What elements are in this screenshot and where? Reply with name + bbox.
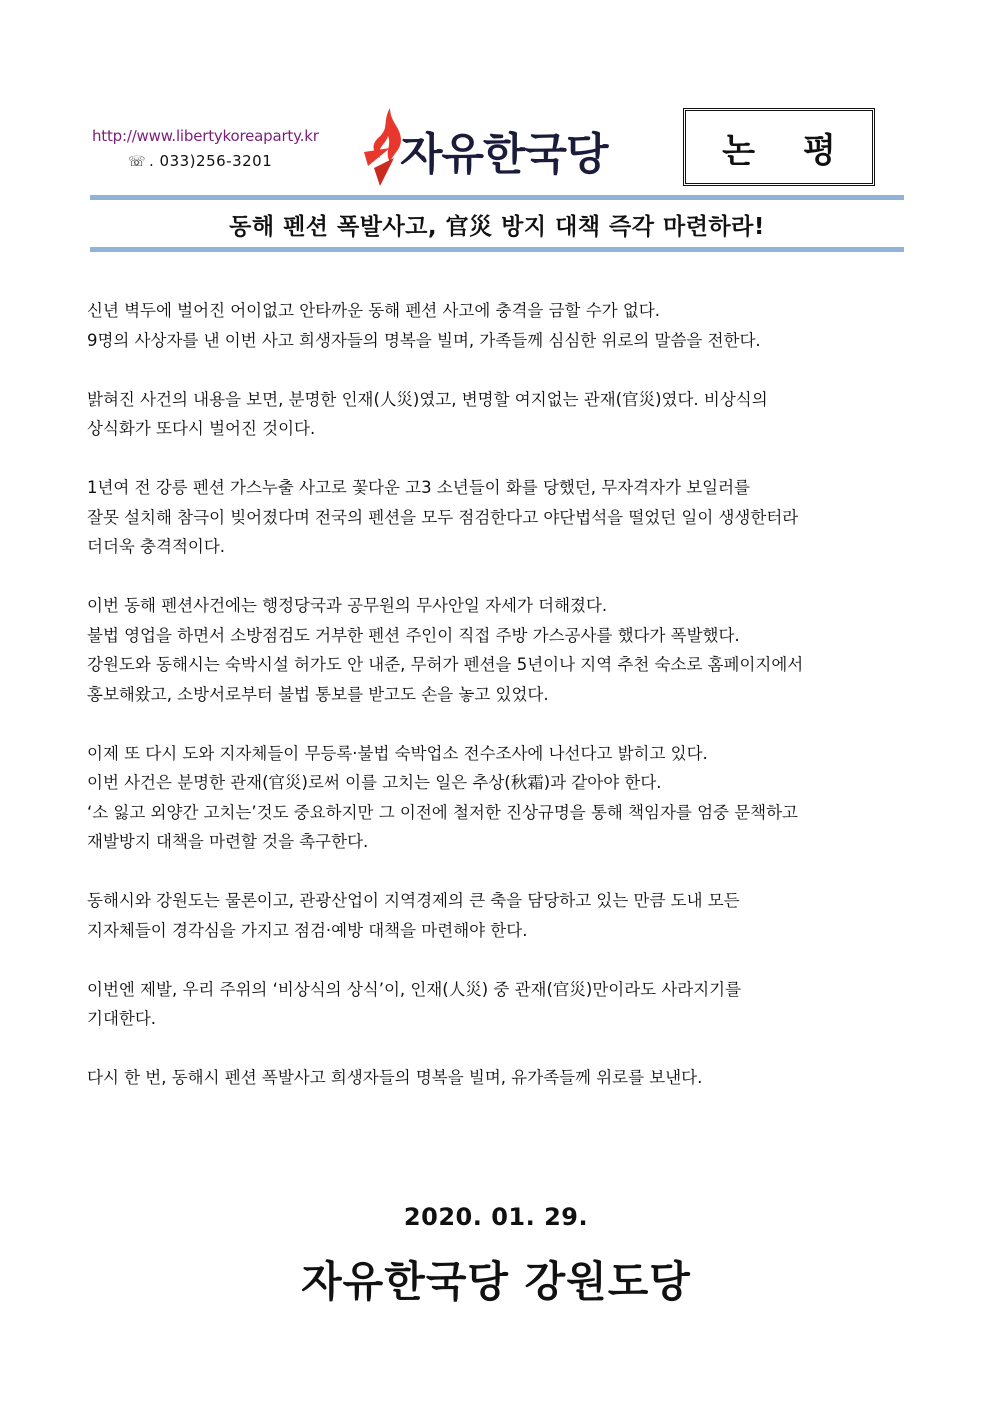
paragraph-line: 불법 영업을 하면서 소방점검도 거부한 펜션 주인이 직접 주방 가스공사를 했다가 폭발했다. [87, 625, 740, 645]
paragraph-line: 이번엔 제발, 우리 주위의 ‘비상식의 상식’이, 인재(人災) 중 관재(官災)만이라도 사라지기를 [87, 979, 742, 999]
party-logo [360, 108, 630, 190]
signature: 자유한국당 강원도당 [301, 1257, 691, 1306]
party-website-url: http://www.libertykoreaparty.kr [92, 127, 319, 145]
headline-top-rule [90, 195, 904, 200]
party-phone [128, 152, 272, 170]
paragraph-line: ‘소 잃고 외양간 고치는’것도 중요하지만 그 이전에 철저한 진상규명을 통해 책임자를 엄중 문책하고 [87, 802, 798, 822]
paragraph-line: 동해시와 강원도는 물론이고, 관광산업이 지역경제의 큰 축을 담당하고 있는 만큼 도내 모든 [87, 891, 740, 910]
statement-body [87, 296, 912, 1122]
paragraph-line: 이번 사건은 분명한 관재(官災)로써 이를 고치는 일은 추상(秋霜)과 같아야 한다. [87, 773, 662, 792]
paragraph-line: 재발방지 대책을 마련할 것을 촉구한다. [87, 832, 369, 851]
paragraph [87, 975, 912, 1034]
paragraph-line: 이번 동해 펜션사건에는 행정당국과 공무원의 무사안일 자세가 더해졌다. [87, 596, 608, 615]
paragraph-line: 홍보해왔고, 소방서로부터 불법 통보를 받고도 손을 놓고 있었다. [87, 684, 549, 704]
paragraph-line: 신년 벽두에 벌어진 어이없고 안타까운 동해 펜션 사고에 충격을 금할 수가 없다. [87, 301, 660, 320]
party-logo-text: 자유한국당 [400, 129, 608, 180]
genre-label-box [683, 108, 884, 186]
paragraph [87, 1063, 912, 1093]
genre-label: 논평 [722, 130, 884, 171]
paragraph [87, 473, 912, 562]
paragraph-line: 이제 또 다시 도와 지자체들이 무등록·불법 숙박업소 전수조사에 나선다고 밝히고 있다. [87, 743, 708, 763]
telephone-icon: ☏ [128, 154, 147, 170]
phone-number: . 033)256-3201 [149, 152, 273, 170]
paragraph-line: 강원도와 동해시는 숙박시설 허가도 안 내준, 무허가 펜션을 5년이나 지역 추천 숙소로 홈페이지에서 [87, 655, 804, 674]
issue-date: 2020. 01. 29. [403, 1203, 589, 1231]
headline: 동해 펜션 폭발사고, 官災 방지 대책 즉각 마련하라! [229, 214, 765, 240]
paragraph-line: 더더욱 충격적이다. [87, 537, 226, 556]
document-header [0, 0, 992, 200]
paragraph-line: 잘못 설치해 참극이 빚어졌다며 전국의 펜션을 모두 점검한다고 야단법석을 떨었던 일이 생생한터라 [87, 507, 799, 527]
paragraph [87, 385, 912, 444]
paragraph [87, 886, 912, 945]
paragraph-line: 다시 한 번, 동해시 펜션 폭발사고 희생자들의 명복을 빌며, 유가족들께 위로를 보낸다. [87, 1068, 703, 1087]
paragraph [87, 591, 912, 709]
paragraph-line: 밝혀진 사건의 내용을 보면, 분명한 인재(人災)였고, 변명할 여지없는 관재(官災)였다. 비상식의 [87, 389, 768, 409]
paragraph-line: 지자체들이 경각심을 가지고 점검·예방 대책을 마련해야 한다. [87, 920, 528, 940]
paragraph-line: 기대한다. [87, 1009, 157, 1028]
paragraph-line: 상식화가 또다시 벌어진 것이다. [87, 419, 316, 438]
paragraph-line: 1년여 전 강릉 펜션 가스누출 사고로 꽃다운 고3 소년들이 화를 당했던, 무자격자가 보일러를 [87, 478, 750, 497]
paragraph-line: 9명의 사상자를 낸 이번 사고 희생자들의 명복을 빌며, 가족들께 심심한 위로의 말씀을 전한다. [87, 330, 761, 350]
paragraph [87, 739, 912, 857]
paragraph [87, 296, 912, 355]
headline-bottom-rule [90, 247, 904, 252]
